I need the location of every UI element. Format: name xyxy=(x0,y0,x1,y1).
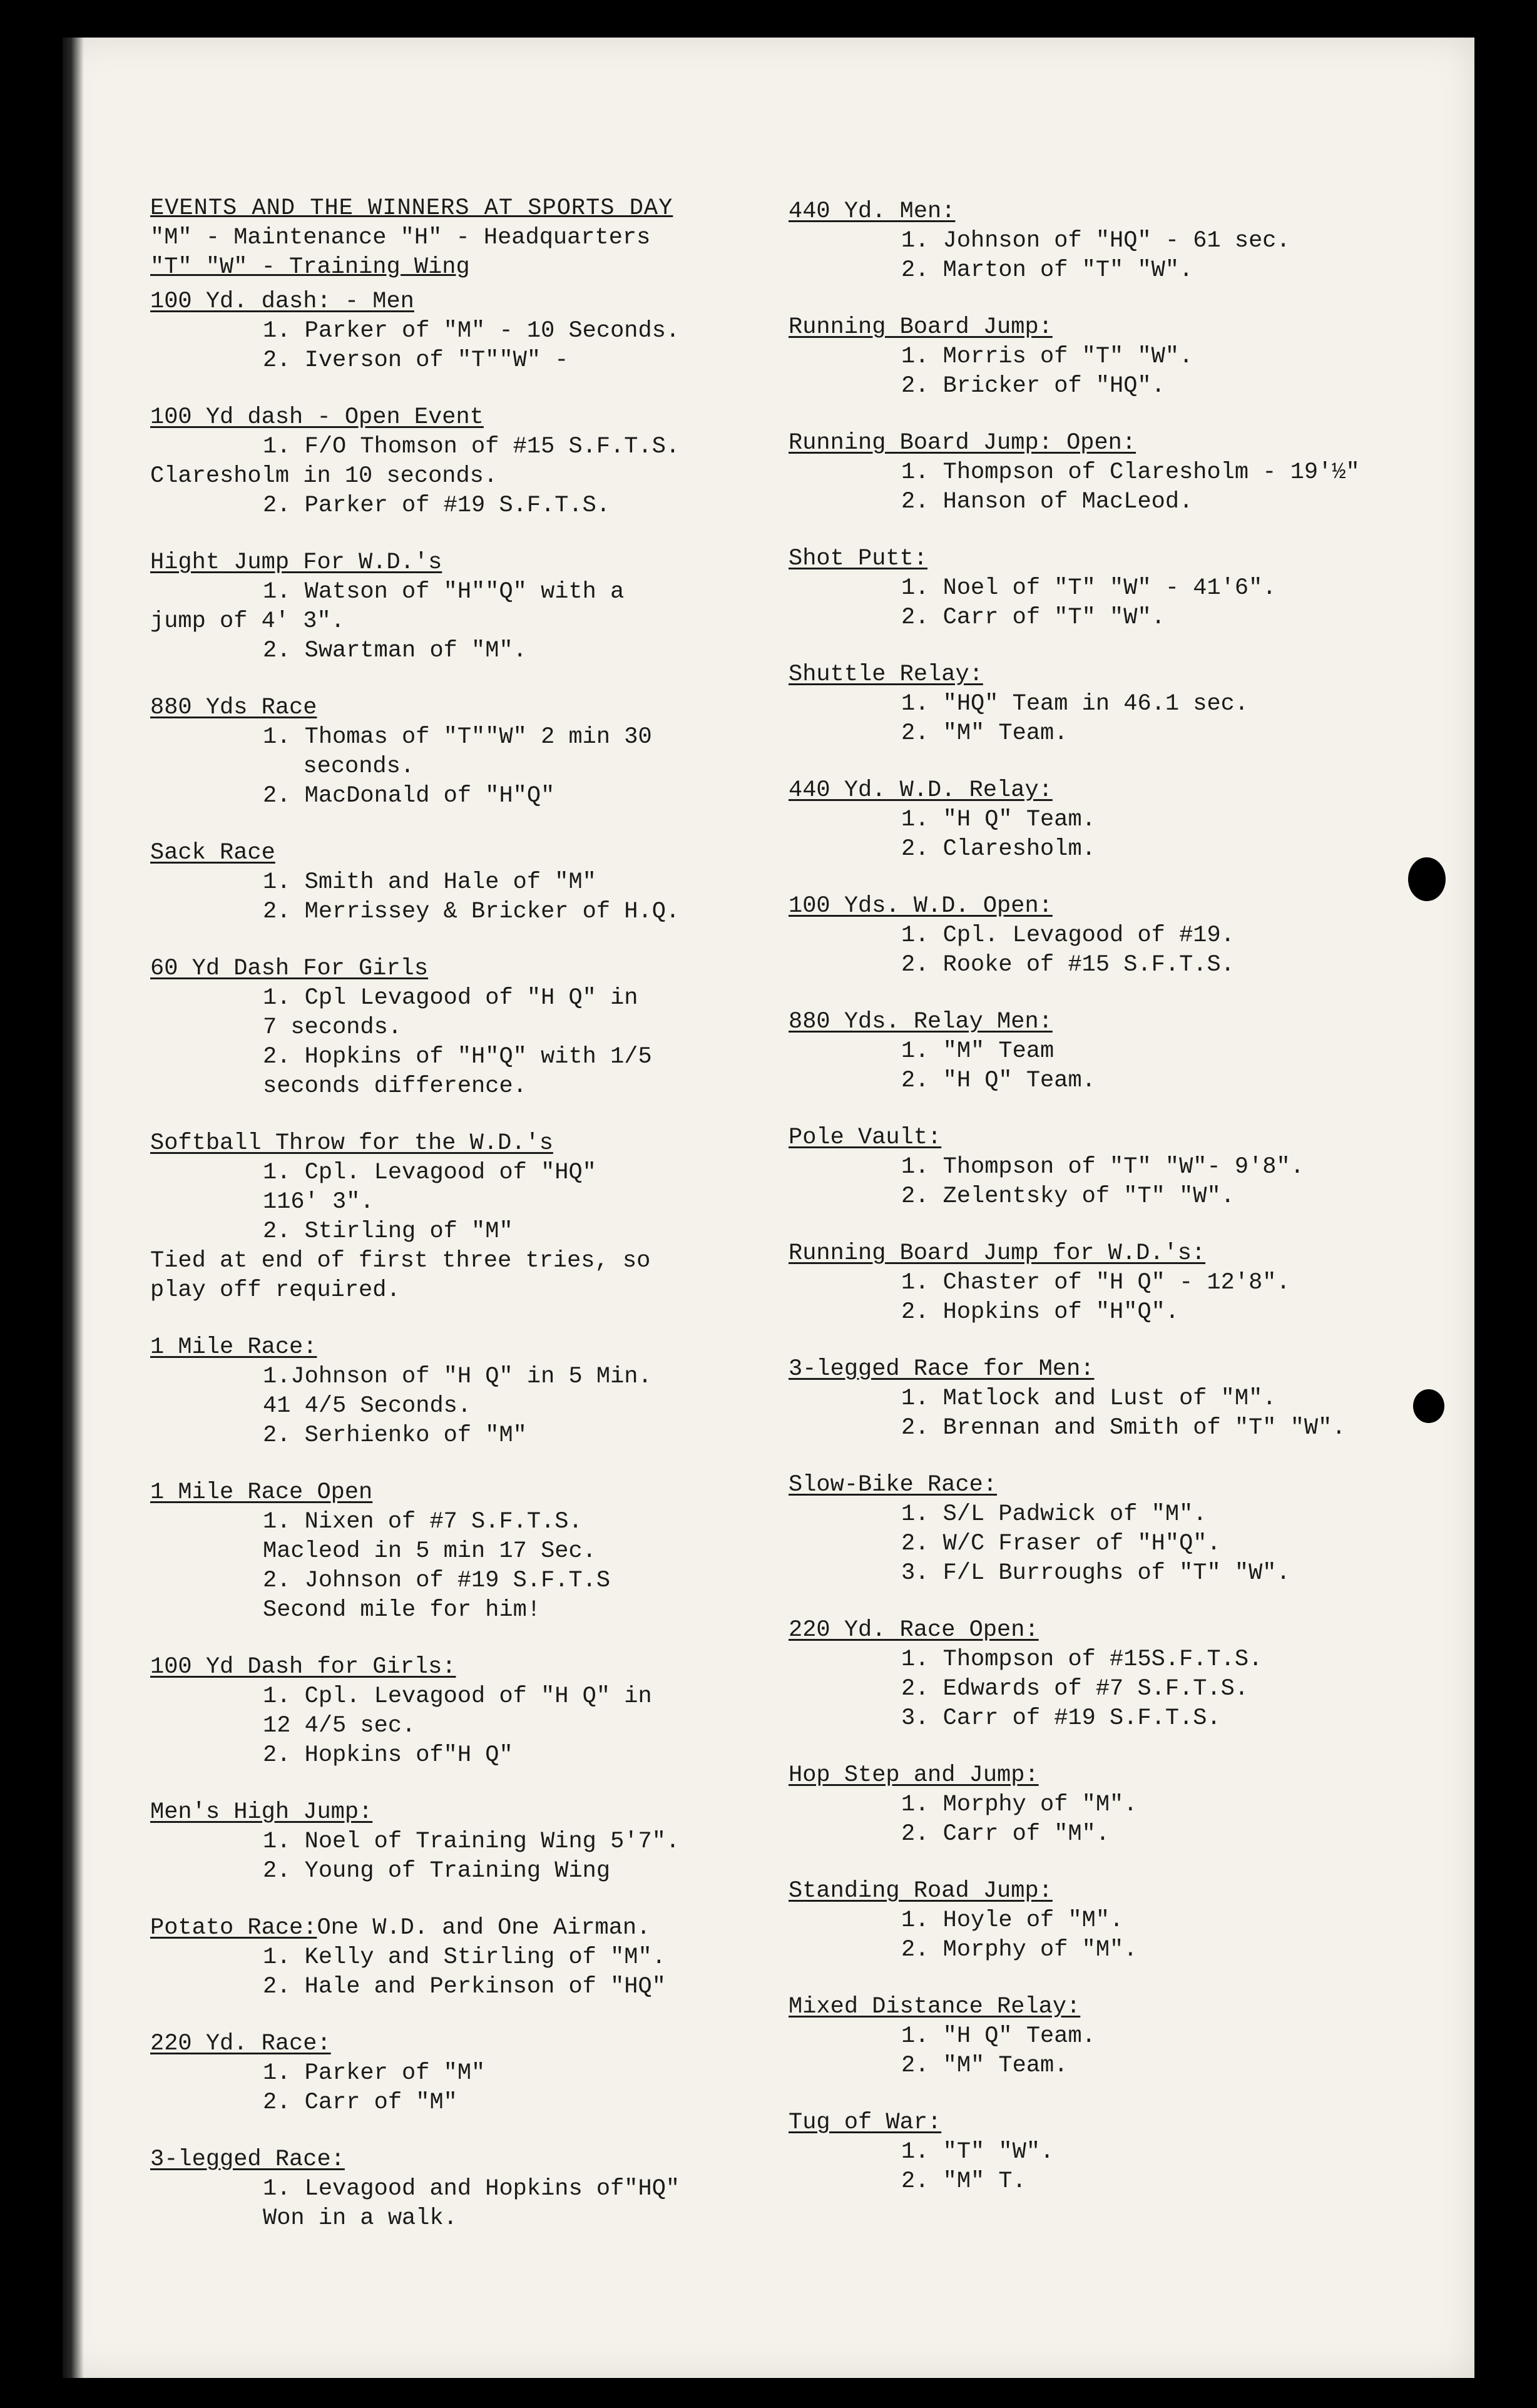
result-line: 3. Carr of #19 S.F.T.S. xyxy=(901,1705,1221,1732)
result-line: 2. "H Q" Team. xyxy=(901,1068,1096,1094)
event-title-row xyxy=(150,1798,795,1827)
result-line: 2. Marton of "T" "W". xyxy=(901,257,1193,283)
event-title: 3-legged Race for Men: xyxy=(789,1356,1095,1382)
event-title: Sack Race xyxy=(150,840,275,866)
result-line: 2. Hopkins of "H"Q". xyxy=(901,1299,1180,1325)
result-line: 1. Thompson of #15S.F.T.S. xyxy=(901,1646,1263,1673)
event-title-row xyxy=(789,1239,1452,1268)
event-title-row xyxy=(150,954,795,984)
result-line: 2. Swartman of "M". xyxy=(263,638,527,664)
result-line: 2. Zelentsky of "T" "W". xyxy=(901,1183,1235,1210)
event-block xyxy=(789,1239,1452,1327)
event-block xyxy=(150,954,795,1101)
event-title-row xyxy=(150,693,795,723)
event-title: 440 Yd. W.D. Relay: xyxy=(789,777,1053,804)
result-line: Tied at end of first three tries, so xyxy=(150,1248,651,1274)
event-title-row xyxy=(789,1471,1452,1500)
event-title-row xyxy=(150,839,795,868)
event-title: Shuttle Relay: xyxy=(789,661,983,688)
legend-line: "M" - Maintenance "H" - Headquarters xyxy=(150,225,651,251)
result-line: 2. Stirling of "M" xyxy=(263,1218,513,1245)
event-title-row xyxy=(150,1478,795,1508)
event-title-row xyxy=(789,892,1452,921)
result-line: 1. Watson of "H""Q" with a xyxy=(263,579,625,605)
event-block xyxy=(150,839,795,927)
event-title-row xyxy=(150,2029,795,2059)
event-title: 100 Yd. dash: - Men xyxy=(150,288,414,315)
event-title-row xyxy=(789,1616,1452,1645)
event-title-row xyxy=(150,548,795,578)
result-line: 3. F/L Burroughs of "T" "W". xyxy=(901,1560,1290,1586)
event-block xyxy=(789,1471,1452,1588)
result-line: 2. W/C Fraser of "H"Q". xyxy=(901,1531,1221,1557)
result-line: Claresholm in 10 seconds. xyxy=(150,463,498,489)
result-line: 2. Hopkins of"H Q" xyxy=(263,1742,513,1768)
event-title: 1 Mile Race: xyxy=(150,1334,317,1360)
ink-blot xyxy=(1413,1389,1444,1423)
event-block xyxy=(150,1129,795,1305)
result-line: 1. Cpl Levagood of "H Q" in xyxy=(263,985,638,1011)
result-line: 1. Thomas of "T""W" 2 min 30 xyxy=(263,724,652,750)
event-block xyxy=(789,1992,1452,2081)
document-header xyxy=(150,194,795,282)
result-line: 1. S/L Padwick of "M". xyxy=(901,1501,1207,1528)
event-title-row xyxy=(150,1914,795,1943)
event-block xyxy=(789,544,1452,633)
result-line: 2. Hopkins of "H"Q" with 1/5 xyxy=(263,1044,652,1070)
event-title: Running Board Jump for W.D.'s: xyxy=(789,1240,1206,1267)
result-line: 1. "H Q" Team. xyxy=(901,807,1096,833)
result-line: 1. Matlock and Lust of "M". xyxy=(901,1385,1277,1412)
result-line: 2. Rooke of #15 S.F.T.S. xyxy=(901,952,1235,978)
result-line: 2. MacDonald of "H"Q" xyxy=(263,783,555,809)
event-title-row xyxy=(789,313,1452,342)
event-title: Potato Race: xyxy=(150,1915,317,1941)
ink-blot xyxy=(1408,857,1446,901)
right-column xyxy=(789,197,1452,2224)
event-title: Pole Vault: xyxy=(789,1125,942,1151)
event-title-row xyxy=(150,403,795,432)
right-event-list xyxy=(789,197,1452,2196)
result-line: 1. Hoyle of "M". xyxy=(901,1907,1124,1934)
event-title: 100 Yd Dash for Girls: xyxy=(150,1654,456,1680)
event-title: 60 Yd Dash For Girls xyxy=(150,956,429,982)
event-block xyxy=(789,892,1452,980)
event-block xyxy=(789,776,1452,864)
result-line: 2. Young of Training Wing xyxy=(263,1858,611,1884)
result-line: 2. Iverson of "T""W" - xyxy=(263,347,569,374)
result-line: 2. Merrissey & Bricker of H.Q. xyxy=(263,899,680,925)
event-title-row xyxy=(150,1129,795,1158)
event-title-row xyxy=(789,1355,1452,1384)
event-title-row xyxy=(789,660,1452,690)
event-title: 880 Yds. Relay Men: xyxy=(789,1009,1053,1035)
event-title-row xyxy=(150,287,795,317)
result-line: 1. Levagood and Hopkins of"HQ" xyxy=(263,2176,680,2202)
event-block xyxy=(789,1877,1452,1965)
event-title: 100 Yds. W.D. Open: xyxy=(789,893,1053,919)
result-line: 1. Noel of Training Wing 5'7". xyxy=(263,1829,680,1855)
event-title: Men's High Jump: xyxy=(150,1799,373,1825)
result-line: 2. "M" Team. xyxy=(901,720,1068,747)
event-title: 440 Yd. Men: xyxy=(789,198,956,225)
event-title: 880 Yds Race xyxy=(150,695,317,721)
result-line: Macleod in 5 min 17 Sec. xyxy=(263,1538,596,1564)
event-title-row xyxy=(150,1653,795,1682)
event-block xyxy=(150,1653,795,1770)
film-edge xyxy=(63,38,84,2378)
page-title: EVENTS AND THE WINNERS AT SPORTS DAY xyxy=(150,195,673,222)
event-title: Hight Jump For W.D.'s xyxy=(150,549,442,576)
event-title: Slow-Bike Race: xyxy=(789,1472,998,1498)
event-title: Running Board Jump: Open: xyxy=(789,430,1136,456)
event-block xyxy=(150,2029,795,2118)
event-title-row xyxy=(150,1333,795,1362)
event-block xyxy=(150,1798,795,1886)
event-title-row xyxy=(789,429,1452,458)
result-line: 116' 3". xyxy=(263,1189,374,1215)
event-title: Hop Step and Jump: xyxy=(789,1762,1039,1788)
result-line: 1. Kelly and Stirling of "M". xyxy=(263,1944,666,1971)
event-block xyxy=(150,1914,795,2002)
event-title-row xyxy=(789,197,1452,227)
result-line: 2. Carr of "T" "W". xyxy=(901,605,1165,631)
result-line: Won in a walk. xyxy=(263,2205,457,2232)
result-line: 1. Cpl. Levagood of "HQ" xyxy=(263,1160,596,1186)
left-event-list xyxy=(150,287,795,2233)
event-block xyxy=(150,403,795,521)
event-title-row xyxy=(789,1123,1452,1153)
event-title-row xyxy=(789,2108,1452,2138)
event-title-row xyxy=(789,1877,1452,1906)
result-line: 2. Parker of #19 S.F.T.S. xyxy=(263,492,611,519)
event-block xyxy=(789,429,1452,517)
result-line: 2. Edwards of #7 S.F.T.S. xyxy=(901,1676,1249,1702)
result-line: 2. Carr of "M". xyxy=(901,1821,1110,1847)
result-line: 1. Cpl. Levagood of "H Q" in xyxy=(263,1683,652,1710)
event-title-note: One W.D. and One Airman. xyxy=(317,1915,651,1941)
document-page xyxy=(63,38,1474,2378)
result-line: 1. Chaster of "H Q" - 12'8". xyxy=(901,1270,1290,1296)
event-title-row xyxy=(789,1992,1452,2022)
result-line: 2. Brennan and Smith of "T" "W". xyxy=(901,1415,1346,1441)
event-block xyxy=(150,548,795,666)
event-title: Softball Throw for the W.D.'s xyxy=(150,1130,553,1156)
event-title-row xyxy=(789,544,1452,574)
event-title-row xyxy=(789,1761,1452,1790)
event-block xyxy=(789,313,1452,401)
result-line: 1. Cpl. Levagood of #19. xyxy=(901,922,1235,949)
event-title: 100 Yd dash - Open Event xyxy=(150,404,484,431)
result-line: 7 seconds. xyxy=(263,1014,402,1041)
event-title: Mixed Distance Relay: xyxy=(789,1994,1081,2020)
event-block xyxy=(150,1478,795,1625)
result-line: seconds difference. xyxy=(263,1073,527,1099)
result-line: 2. Serhienko of "M" xyxy=(263,1422,527,1449)
event-title: 220 Yd. Race: xyxy=(150,2031,331,2057)
result-line: 1. Parker of "M" - 10 Seconds. xyxy=(263,318,680,344)
result-line: 1. "T" "W". xyxy=(901,2139,1054,2165)
event-block xyxy=(789,660,1452,748)
result-line: jump of 4' 3". xyxy=(150,608,345,635)
result-line: 2. Bricker of "HQ". xyxy=(901,373,1165,399)
result-line: 2. "M" T. xyxy=(901,2168,1026,2195)
legend-line: "T" "W" - Training Wing xyxy=(150,254,470,280)
event-block xyxy=(789,1355,1452,1443)
result-line: 1. Thompson of Claresholm - 19'½" xyxy=(901,459,1360,486)
result-line: 2. Claresholm. xyxy=(901,836,1096,862)
result-line: 2. Johnson of #19 S.F.T.S xyxy=(263,1568,611,1594)
result-line: 1. Parker of "M" xyxy=(263,2060,486,2086)
result-line: 1. Nixen of #7 S.F.T.S. xyxy=(263,1509,583,1535)
event-title: Shot Putt: xyxy=(789,546,928,572)
event-title: 1 Mile Race Open xyxy=(150,1479,373,1506)
result-line: play off required. xyxy=(150,1277,401,1303)
result-line: 1. "M" Team xyxy=(901,1038,1054,1064)
event-title: Running Board Jump: xyxy=(789,314,1053,340)
result-line: 1. "HQ" Team in 46.1 sec. xyxy=(901,691,1249,717)
result-line: 1. Noel of "T" "W" - 41'6". xyxy=(901,575,1277,601)
result-line: seconds. xyxy=(275,753,415,780)
result-line: 1. Morphy of "M". xyxy=(901,1792,1138,1818)
result-line: 2. Carr of "M" xyxy=(263,2089,457,2116)
event-title: 220 Yd. Race Open: xyxy=(789,1617,1039,1643)
result-line: 12 4/5 sec. xyxy=(263,1713,416,1739)
result-line: 1. Thompson of "T" "W"- 9'8". xyxy=(901,1154,1304,1180)
result-line: 1. Smith and Hale of "M" xyxy=(263,869,596,895)
event-title: Tug of War: xyxy=(789,2110,942,2136)
event-block xyxy=(150,287,795,375)
event-title: 3-legged Race: xyxy=(150,2146,345,2173)
event-block xyxy=(150,1333,795,1451)
result-line: 2. Morphy of "M". xyxy=(901,1937,1138,1963)
result-line: 1. Morris of "T" "W". xyxy=(901,344,1193,370)
event-block xyxy=(789,1123,1452,1212)
event-title-row xyxy=(789,1008,1452,1037)
event-title-row xyxy=(150,2145,795,2175)
result-line: 2. "M" Team. xyxy=(901,2053,1068,2079)
event-block xyxy=(150,693,795,811)
result-line: 41 4/5 Seconds. xyxy=(263,1393,472,1419)
left-column xyxy=(150,194,795,2261)
result-line: 1. Johnson of "HQ" - 61 sec. xyxy=(901,228,1290,254)
event-block xyxy=(789,2108,1452,2196)
event-block xyxy=(789,197,1452,285)
result-line: 1. F/O Thomson of #15 S.F.T.S. xyxy=(263,434,680,460)
event-block xyxy=(150,2145,795,2233)
event-block xyxy=(789,1761,1452,1849)
event-title-row xyxy=(789,776,1452,805)
event-block xyxy=(789,1008,1452,1096)
result-line: 2. Hanson of MacLeod. xyxy=(901,489,1193,515)
result-line: Second mile for him! xyxy=(263,1597,541,1623)
result-line: 2. Hale and Perkinson of "HQ" xyxy=(263,1974,666,2000)
result-line: 1.Johnson of "H Q" in 5 Min. xyxy=(263,1364,652,1390)
result-line: 1. "H Q" Team. xyxy=(901,2023,1096,2049)
event-title: Standing Road Jump: xyxy=(789,1878,1053,1904)
event-block xyxy=(789,1616,1452,1733)
